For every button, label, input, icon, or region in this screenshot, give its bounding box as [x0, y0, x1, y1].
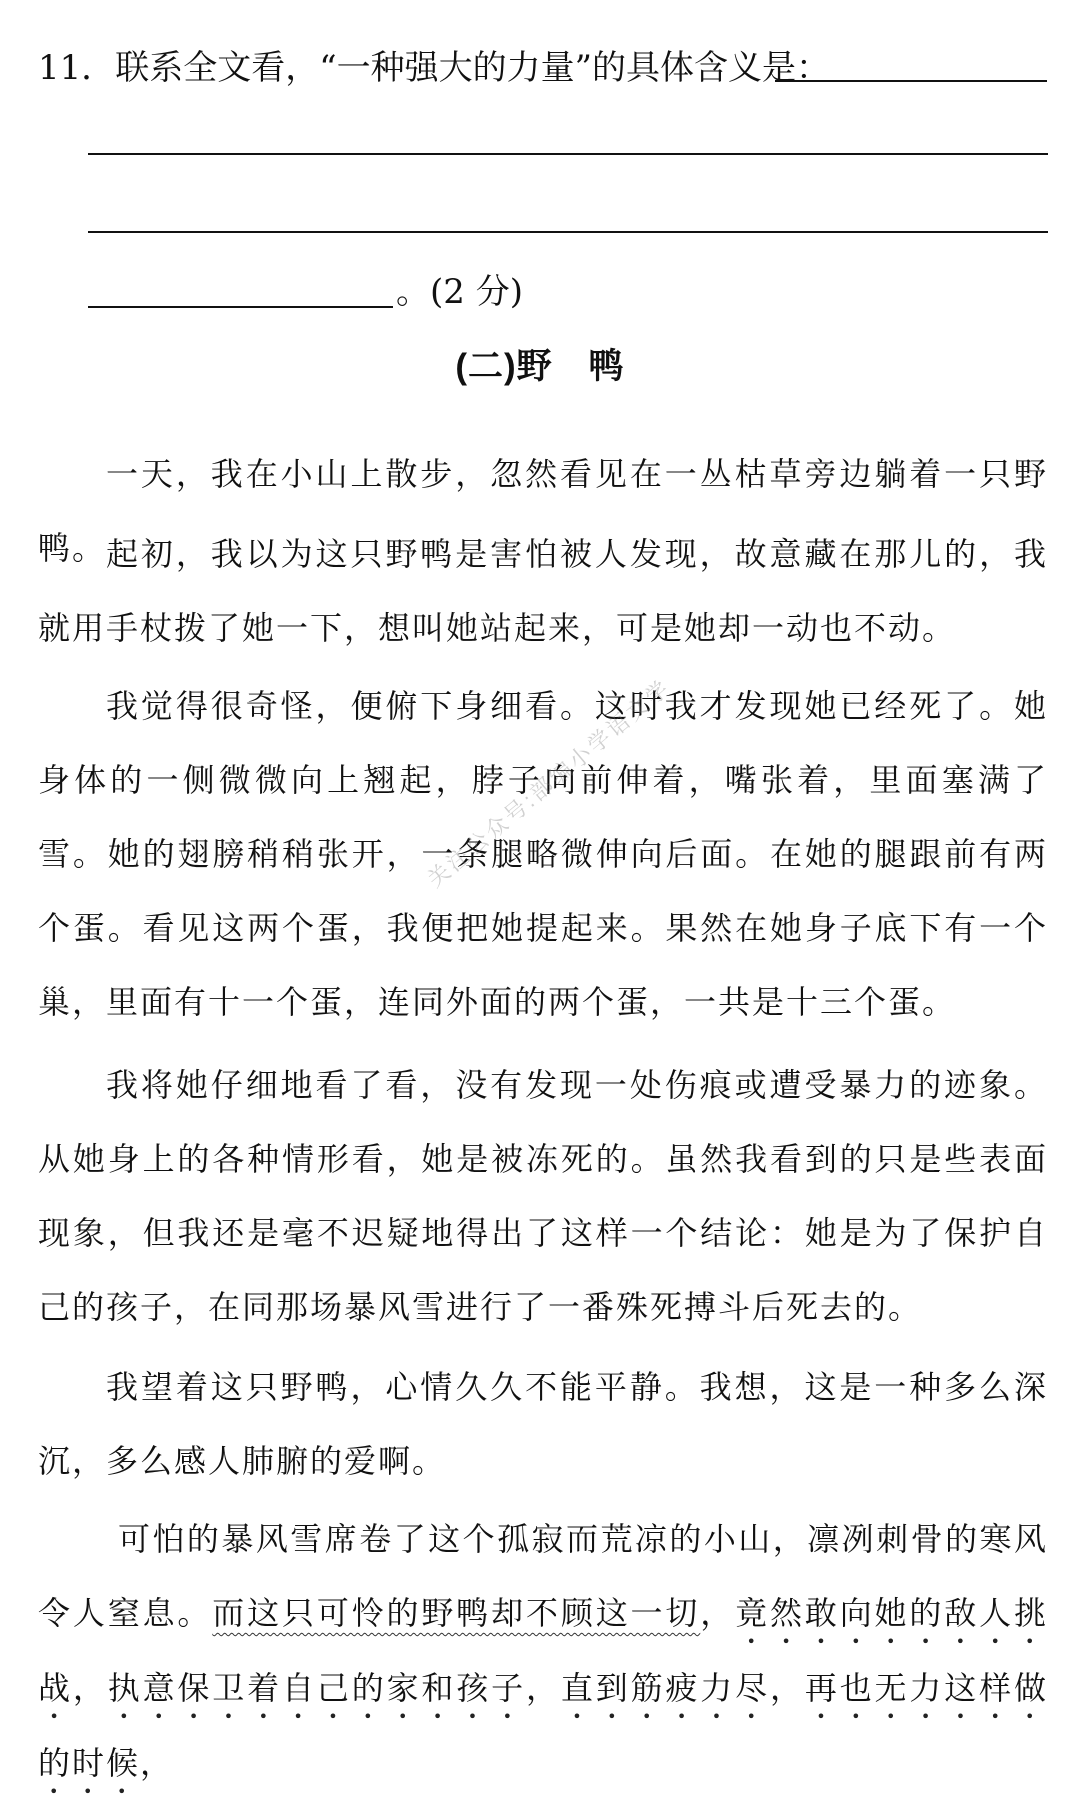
question-prompt: 11．联系全文看，“一种强大的力量”的具体含义是：: [38, 48, 831, 88]
paragraph-3: 我觉得很奇怪，便俯下身细看。这时我才发现她已经死了。她身体的一侧微微向上翘起，脖子向前伸着，嘴张着，里面塞满了雪。她的翅膀稍稍张开，一条腿略微伸向后面。在她的腿跟前有两个蛋。看见这两个蛋，我便把她提起来。果然在她身子底下有一个巢，里面有十一个蛋，连同外面的两个蛋，一共是十三个蛋。: [38, 687, 1048, 1021]
paragraph-6-plain: 可怕的暴风雪席卷了这个孤寂而荒凉的小山，凛冽刺骨的寒风令人窒息。: [38, 1520, 1048, 1632]
wavy-underlined-sentence: 而这只可怜的野鸭却不顾这一切: [212, 1594, 701, 1632]
answer-line-2[interactable]: [88, 231, 1048, 233]
dot-emphasized-sentence: ，竟然敢向她的敌人挑战，执意保卫着自己的家和孩子，直到筋疲力尽，再也无力这样做的时候，: [38, 1594, 1048, 1782]
paragraph-6: [38, 1502, 1048, 1801]
answer-tail: [88, 270, 588, 320]
question-score: 。(2 分): [396, 272, 523, 312]
paragraph-2: 起初，我以为这只野鸭是害怕被人发现，故意藏在那儿的，我就用手杖拨了她一下，想叫她站起来，可是她却一动也不动。: [38, 535, 1048, 647]
answer-blank-inline[interactable]: [775, 40, 1047, 82]
watermark: 关注公众号:部编小学语文学: [422, 674, 676, 893]
answer-line-3[interactable]: [88, 306, 393, 308]
paragraph-5: 我望着这只野鸭，心情久久不能平静。我想，这是一种多么深沉，多么感人肺腑的爱啊。: [38, 1368, 1048, 1480]
paragraph-4: 我将她仔细地看了看，没有发现一处伤痕或遭受暴力的迹象。从她身上的各种情形看，她是被冻死的。虽然我看到的只是些表面现象，但我还是毫不迟疑地得出了这样一个结论：她是为了保护自己的孩子，在同那场暴风雪进行了一番殊死搏斗后死去的。: [38, 1066, 1048, 1326]
paragraph-1: 一天，我在小山上散步，忽然看见在一丛枯草旁边躺着一只野鸭。: [38, 455, 1048, 567]
answer-line-1[interactable]: [88, 153, 1048, 155]
article-title: (二)野 鸭: [455, 347, 625, 386]
